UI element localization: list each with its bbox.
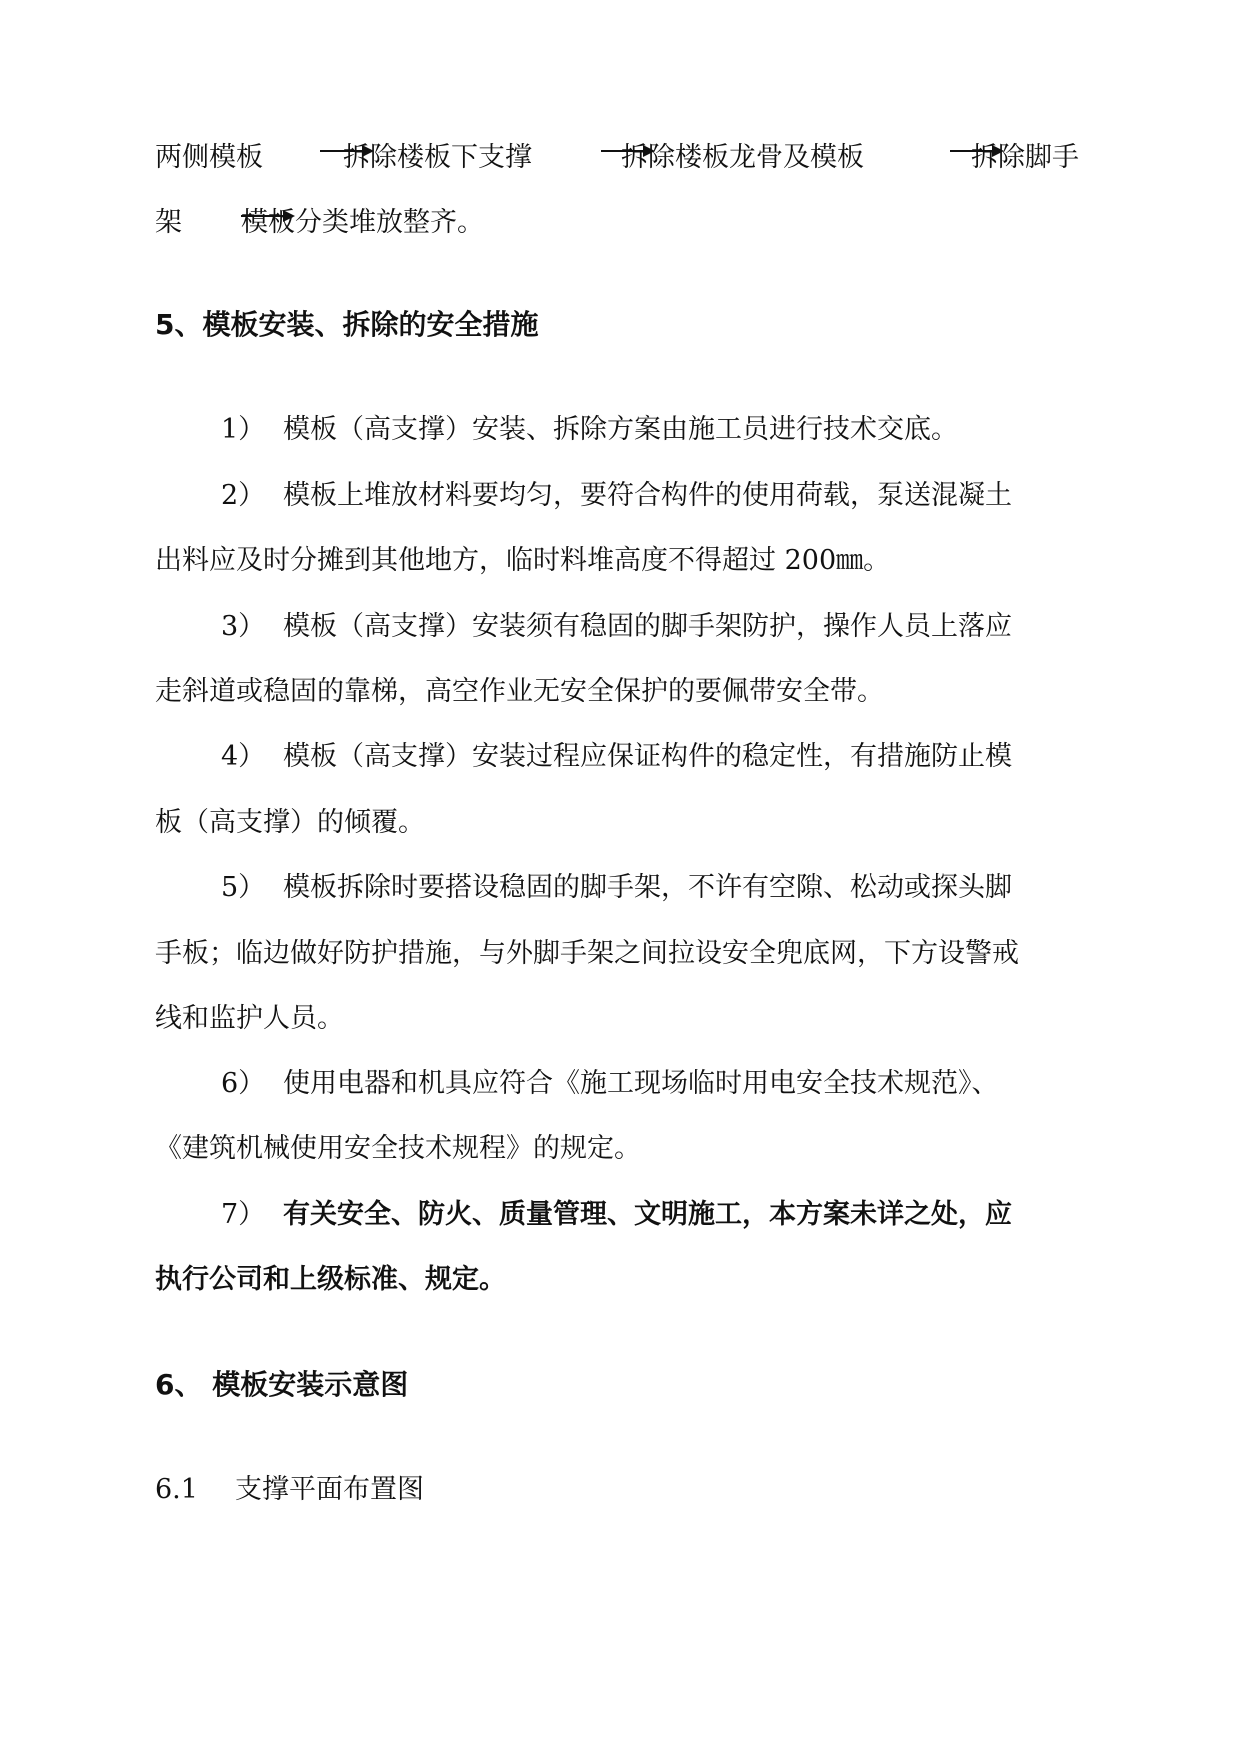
flow-step-5: 模板分类堆放整齐。 — [241, 207, 484, 238]
subsection-number: 6.1 — [155, 1474, 198, 1505]
item-text-cont: 《建筑机械使用安全技术规程》的规定。 — [155, 1133, 641, 1164]
flow-step-4-cont: 架 — [155, 207, 182, 238]
list-item-7 — [221, 1201, 1012, 1228]
item-text-cont: 执行公司和上级标准、规定。 — [155, 1264, 506, 1295]
item-text: 模板拆除时要搭设稳固的脚手架，不许有空隙、松动或探头脚 — [283, 872, 1012, 903]
section-5-heading: 5、模板安装、拆除的安全措施 — [155, 308, 539, 341]
item-text-cont: 线和监护人员。 — [155, 1003, 344, 1034]
flow-step-1: 两侧模板 — [155, 142, 263, 173]
list-item-4 — [221, 743, 1012, 770]
item-text-cont: 板（高支撑）的倾覆。 — [155, 807, 425, 838]
item-number: 7） — [221, 1199, 266, 1230]
item-number: 1） — [221, 414, 266, 445]
item-number: 6） — [221, 1068, 266, 1099]
list-item-5 — [221, 874, 1012, 901]
item-text: 模板上堆放材料要均匀，要符合构件的使用荷载，泵送混凝土 — [283, 480, 1012, 511]
item-text: 使用电器和机具应符合《施工现场临时用电安全技术规范》、 — [283, 1068, 999, 1099]
item-text-cont: 出料应及时分摊到其他地方，临时料堆高度不得超过 200㎜。 — [155, 545, 891, 576]
item-text-cont: 手板；临边做好防护措施，与外脚手架之间拉设安全兜底网，下方设警戒 — [155, 938, 1019, 969]
item-text-cont: 走斜道或稳固的靠梯，高空作业无安全保护的要佩带安全带。 — [155, 676, 884, 707]
subsection-title: 支撑平面布置图 — [235, 1474, 424, 1505]
list-item-1 — [221, 416, 958, 443]
item-text: 有关安全、防火、质量管理、文明施工，本方案未详之处，应 — [283, 1199, 1012, 1230]
item-text: 模板（高支撑）安装须有稳固的脚手架防护，操作人员上落应 — [283, 611, 1012, 642]
section-6-heading: 6、 模板安装示意图 — [155, 1368, 409, 1401]
item-number: 2） — [221, 480, 266, 511]
list-item-2 — [221, 482, 1012, 509]
list-item-3 — [221, 613, 1012, 640]
flow-step-3: 拆除楼板龙骨及模板 — [621, 142, 864, 173]
item-number: 4） — [221, 741, 266, 772]
list-item-6 — [221, 1070, 999, 1097]
item-text: 模板（高支撑）安装过程应保证构件的稳定性，有措施防止模 — [283, 741, 1012, 772]
item-number: 5） — [221, 872, 266, 903]
subsection-6-1 — [155, 1476, 424, 1503]
flow-step-4: 拆除脚手 — [971, 142, 1079, 173]
item-text: 模板（高支撑）安装、拆除方案由施工员进行技术交底。 — [283, 414, 958, 445]
flow-step-2: 拆除楼板下支撑 — [343, 142, 532, 173]
item-number: 3） — [221, 611, 266, 642]
